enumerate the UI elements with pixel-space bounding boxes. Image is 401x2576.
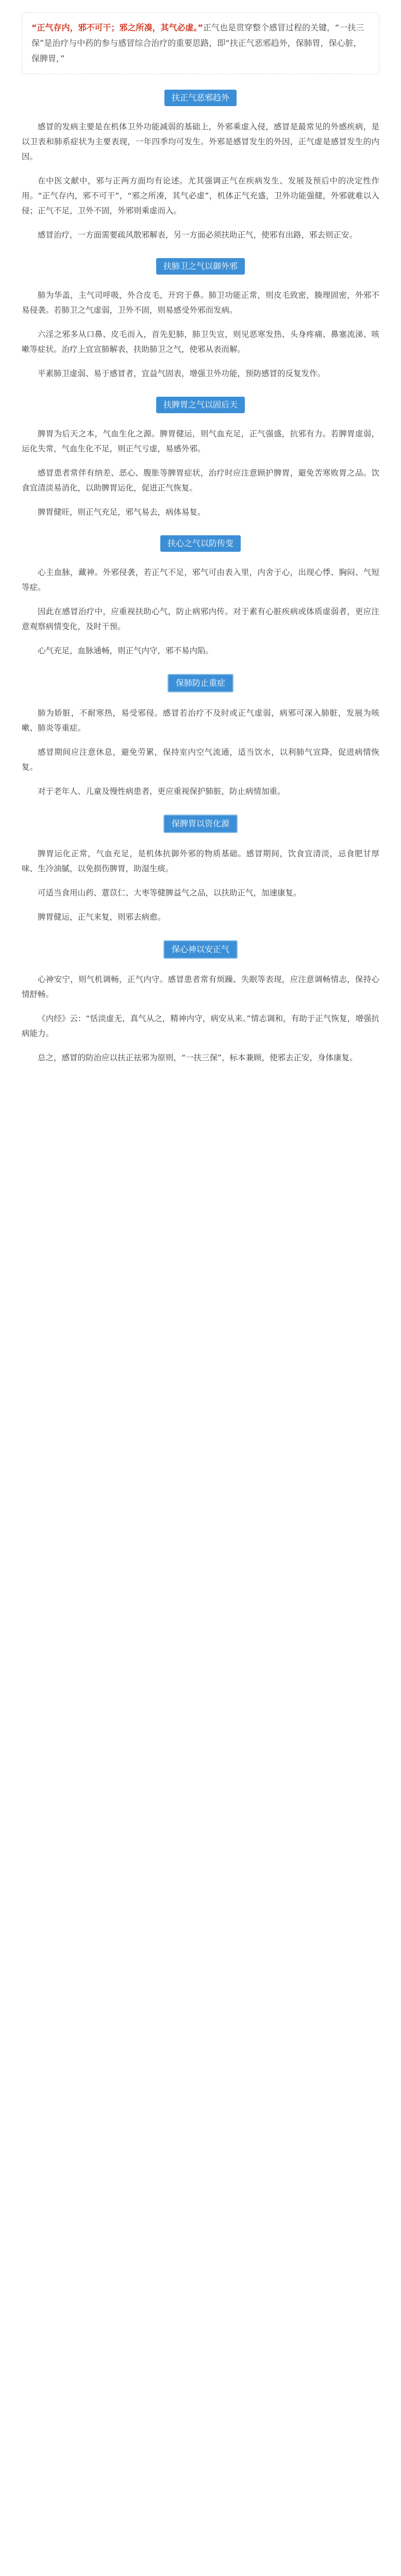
section-heading: 保脾胃以资化源 — [22, 815, 379, 833]
paragraph: 脾胃健运，正气来复，则邪去病愈。 — [38, 912, 166, 922]
paragraph: 因此在感冒治疗中，应重视扶助心气，防止病邪内传。对于素有心脏疾病或体质虚弱者，更应注意观察病情变化，及时干预。 — [22, 607, 379, 631]
section-heading: 保心神以安正气 — [22, 940, 379, 959]
paragraph: 肺为娇脏，不耐寒热，易受邪侵。感冒若治疗不及时或正气虚弱，病邪可深入肺脏，发展为咳嗽、肺炎等重症。 — [22, 708, 379, 733]
paragraph: 心气充足，血脉通畅，则正气内守，邪不易内陷。 — [38, 646, 214, 655]
paragraph: 六淫之邪多从口鼻、皮毛而入，首先犯肺，肺卫失宣，则见恶寒发热、头身疼痛、鼻塞流涕、咳嗽等症状。治疗上宜宣肺解表，扶助肺卫之气，使邪从表而解。 — [22, 330, 379, 354]
paragraph: 感冒治疗，一方面需要疏风散邪解表，另一方面必须扶助正气，使邪有出路，邪去则正安。 — [38, 230, 358, 240]
paragraph: 平素肺卫虚弱、易于感冒者，宜益气固表，增强卫外功能，预防感冒的反复发作。 — [38, 369, 326, 378]
section-heading: 扶心之气以防传变 — [22, 535, 379, 552]
paragraph: 《内经》云：“恬淡虚无，真气从之，精神内守，病安从来。”情志调和，有助于正气恢复，增强抗病能力。 — [22, 1014, 379, 1038]
paragraph: 脾胃健旺，则正气充足，邪气易去，病体易复。 — [38, 507, 206, 517]
paragraph: 心主血脉，藏神。外邪侵袭，若正气不足，邪气可由表入里，内舍于心，出现心悸、胸闷、气短等症。 — [22, 568, 379, 592]
paragraph: 感冒期间应注意休息，避免劳累，保持室内空气流通，适当饮水，以利肺气宣降，促进病情恢复。 — [22, 748, 379, 772]
section-heading: 扶肺卫之气以御外邪 — [22, 258, 379, 275]
footer-spacer — [22, 1075, 379, 1095]
intro-lead: “正气存内，邪不可干；邪之所凑，其气必虚。” — [31, 23, 204, 32]
paragraph: 感冒的发病主要是在机体卫外功能减弱的基础上，外邪乘虚入侵，感冒是最常见的外感疾病，是以卫表和肺系症状为主要表现，一年四季均可发生。外邪是感冒发生的外因，正气虚是感冒发生的内因。 — [22, 122, 379, 161]
section-heading: 扶脾胃之气以固后天 — [22, 397, 379, 413]
paragraph: 脾胃运化正常，气血充足，是机体抗御外邪的物质基础。感冒期间，饮食宜清淡，忌食肥甘厚味、生冷油腻，以免损伤脾胃，助湿生痰。 — [22, 849, 379, 873]
intro-box — [22, 12, 379, 74]
paragraph: 感冒患者常伴有纳差、恶心、腹胀等脾胃症状，治疗时应注意顾护脾胃，避免苦寒败胃之品。饮食宜清淡易消化，以助脾胃运化，促进正气恢复。 — [22, 468, 379, 493]
article-column — [22, 0, 379, 1095]
section-heading: 扶正气恶邪趋外 — [22, 90, 379, 106]
paragraph: 对于老年人、儿童及慢性病患者，更应重视保护肺脏，防止病情加重。 — [38, 787, 286, 796]
intro-text: 正气也是贯穿整个感冒过程的关键，“一扶三保”是治疗与中药的参与感冒综合治疗的重要思路，即“扶正气恶邪趋外，保肺胃，保心脏，保脾胃，” — [31, 23, 364, 63]
paragraph: 心神安宁，则气机调畅，正气内守。感冒患者常有烦躁、失眠等表现，应注意调畅情志，保持心情舒畅。 — [22, 975, 379, 999]
paragraph: 脾胃为后天之本，气血生化之源。脾胃健运，则气血充足，正气强盛，抗邪有力。若脾胃虚弱，运化失常，气血生化不足，则正气亏虚，易感外邪。 — [22, 429, 379, 453]
paragraph: 肺为华盖，主气司呼吸，外合皮毛，开窍于鼻。肺卫功能正常，则皮毛致密，腠理固密，外邪不易侵袭。若肺卫之气虚弱，卫外不固，则易感受外邪而发病。 — [22, 291, 379, 315]
paragraph: 可适当食用山药、薏苡仁、大枣等健脾益气之品，以扶助正气，加速康复。 — [38, 888, 302, 897]
paragraph: 在中医文献中，邪与正两方面均有论述。尤其强调正气在疾病发生、发展及预后中的决定性作用。“正气存内，邪不可干”，“邪之所凑，其气必虚”，机体正气充盛，卫外功能强健，外邪就难以入侵；正气不足，卫外不固，外邪则乘虚而入。 — [22, 176, 379, 215]
section-heading: 保肺防止重症 — [22, 674, 379, 692]
paragraph: 总之，感冒的防治应以扶正祛邪为原则，“一扶三保”，标本兼顾，使邪去正安，身体康复。 — [38, 1053, 358, 1062]
